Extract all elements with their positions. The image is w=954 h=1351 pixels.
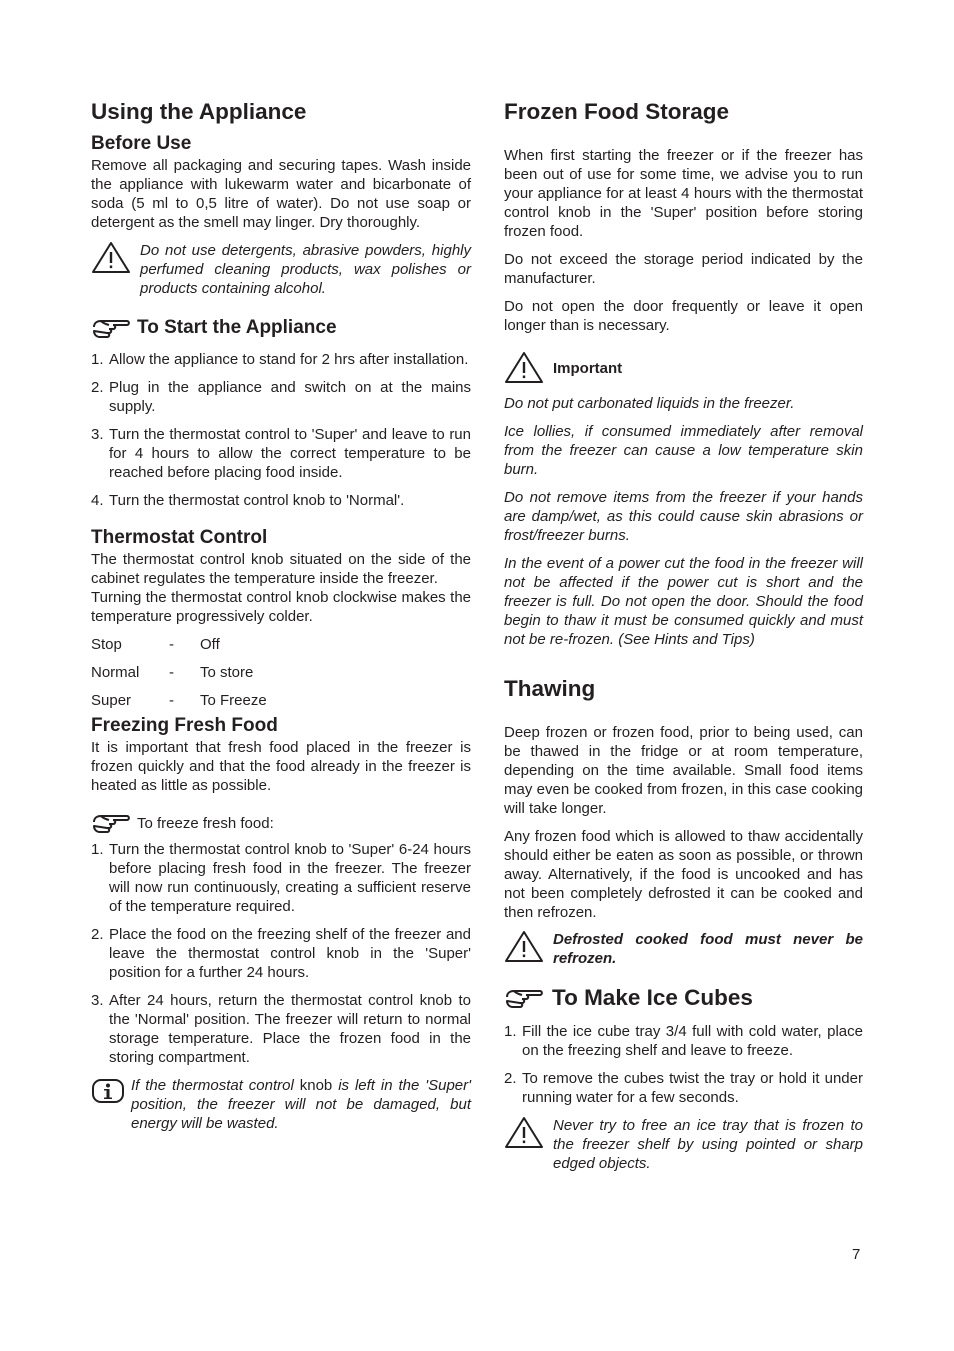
list-item: 2. To remove the cubes twist the tray or hold it under running water for a few seconds. <box>504 1070 863 1106</box>
info-icon <box>91 1076 131 1104</box>
list-item: 2. Plug in the appliance and switch on at the mains supply. <box>91 379 471 415</box>
warning-triangle-icon <box>504 1116 553 1150</box>
setting-row: Super - To Freeze <box>91 692 267 709</box>
important-heading-row <box>504 351 863 385</box>
list-item: 3. Turn the thermostat control to 'Super' and leave to run for 4 hours to allow the correct temperature to be reached before placing food inside. <box>91 426 471 481</box>
list-item: 1. Fill the ice cube tray 3/4 full with cold water, place on the freezing shelf and leave to freeze. <box>504 1023 863 1059</box>
frozen-p2: Do not exceed the storage period indicated by the manufacturer. <box>504 251 863 287</box>
setting-row: Normal - To store <box>91 664 254 681</box>
thawing-p2: Any frozen food which is allowed to thaw accidentally should either be eaten as soon as possible, or thrown away. Alternatively, if the food is uncooked and has not been completely defrosted it can be cooked and then refrozen. <box>504 828 863 921</box>
section-title-frozen-storage: Frozen Food Storage <box>504 99 729 124</box>
warning-text: Defrosted cooked food must never be refrozen. <box>553 931 863 967</box>
frozen-p3: Do not open the door frequently or leave it open longer than is necessary. <box>504 298 863 334</box>
page-number: 7 <box>852 1246 861 1263</box>
freeze-subheading: To freeze fresh food: <box>137 814 274 832</box>
section-title-thawing: Thawing <box>504 676 596 701</box>
heading-freezing: Freezing Fresh Food <box>91 715 278 736</box>
left-column <box>91 96 471 1133</box>
heading-thermostat: Thermostat Control <box>91 527 268 548</box>
warning-defrosted <box>504 930 863 968</box>
start-heading-row <box>91 316 471 340</box>
thermostat-text-1: The thermostat control knob situated on the side of the cabinet regulates the temperature inside the freezer. <box>91 551 471 587</box>
list-item: 1. Turn the thermostat control knob to 'Super' 6-24 hours before placing fresh food in the freezer. The freezer will now run continuously, creating a sufficient reserve of the temperature required. <box>91 841 471 915</box>
before-use-text: Remove all packaging and securing tapes. Wash inside the appliance with lukewarm water and bicarbonate of soda (5 ml to 0,5 litre of water). Do not use soap or detergent as the smell may linger. Dry thoroughly. <box>91 157 471 231</box>
thermostat-text-2: Turning the thermostat control knob clockwise makes the temperature progressively colder. <box>91 589 471 625</box>
ice-heading-row <box>504 982 863 1014</box>
warning-triangle-icon <box>504 351 553 385</box>
list-item: 4. Turn the thermostat control knob to 'Normal'. <box>91 492 405 509</box>
thermostat-settings <box>91 635 471 719</box>
heading-start-appliance: To Start the Appliance <box>137 317 337 338</box>
frozen-p1: When first starting the freezer or if the freezer has been out of use for some time, we advise you to run your appliance for at least 4 hours with the thermostat control knob in the 'Super' position before storing frozen food. <box>504 147 863 240</box>
info-note <box>91 1076 471 1133</box>
important-item: Do not remove items from the freezer if your hands are damp/wet, as this could cause skin abrasions or frost/freezer burns. <box>504 489 863 544</box>
list-item: 1. Allow the appliance to stand for 2 hrs after installation. <box>91 351 469 368</box>
warning-triangle-icon <box>91 241 140 275</box>
important-label: Important <box>553 359 623 377</box>
start-steps <box>91 350 471 510</box>
important-item: Ice lollies, if consumed immediately after removal from the freezer can cause a low temperature skin burn. <box>504 423 863 478</box>
section-title-ice-cubes: To Make Ice Cubes <box>552 985 753 1010</box>
warning-ice-tray <box>504 1116 863 1173</box>
pointing-hand-icon <box>91 812 131 834</box>
thawing-p1: Deep frozen or frozen food, prior to being used, can be thawed in the fridge or at room temperature, depending on the time available. Small food items may even be cooked from frozen, in this case cooking will take longer. <box>504 724 863 817</box>
warning-text: Never try to free an ice tray that is frozen to the freezer shelf by using pointed or sharp edged objects. <box>553 1117 863 1172</box>
list-item: 3. After 24 hours, return the thermostat control knob to the 'Normal' position. The freezer will return to normal storage temperature. Place the frozen food in the storing compartment. <box>91 992 471 1066</box>
section-title-using: Using the Appliance <box>91 99 307 124</box>
freezing-steps <box>91 840 471 1067</box>
list-item: 2. Place the food on the freezing shelf of the freezer and leave the thermostat control knob in the 'Super' position for a further 24 hours. <box>91 926 471 981</box>
heading-before-use: Before Use <box>91 133 192 154</box>
freeze-subheading-row <box>91 812 471 834</box>
pointing-hand-icon <box>504 987 544 1009</box>
important-item: Do not put carbonated liquids in the freezer. <box>504 395 795 412</box>
ice-steps <box>504 1022 863 1107</box>
freezing-text: It is important that fresh food placed in the freezer is frozen quickly and that the food already in the freezer is heated as little as possible. <box>91 739 471 794</box>
important-item: In the event of a power cut the food in the freezer will not be affected if the power cut is short and the freezer is full. Do not open the door. Should the food begin to thaw it must be consumed quickly and must not be re-frozen. (See Hints and Tips) <box>504 555 863 648</box>
warning-triangle-icon <box>504 930 553 964</box>
warning-text: Do not use detergents, abrasive powders, highly perfumed cleaning products, wax polishes or products containing alcohol. <box>140 242 471 297</box>
warning-detergents <box>91 241 471 298</box>
right-column <box>504 96 863 1173</box>
pointing-hand-icon <box>91 317 131 339</box>
info-text: If the thermostat control knob is left in the 'Super' position, the freezer will not be damaged, but energy will be wasted. <box>131 1077 471 1132</box>
setting-row: Stop - Off <box>91 636 220 653</box>
